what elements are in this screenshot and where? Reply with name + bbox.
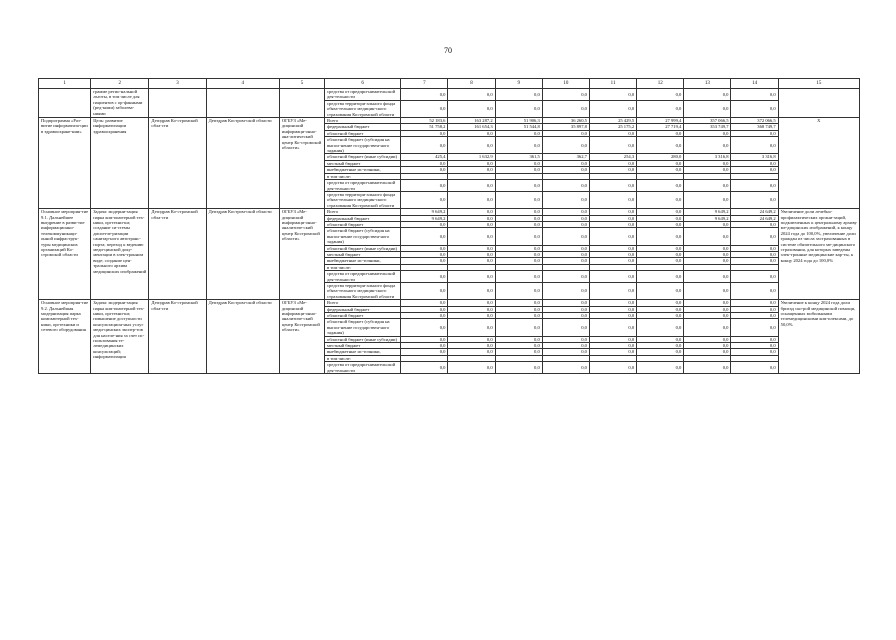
value-cell: 0,0: [589, 306, 636, 312]
value-cell: 0,0: [589, 319, 636, 336]
value-cell: 0,0: [731, 89, 778, 101]
value-cell: 0,0: [495, 180, 542, 192]
result-cell: [778, 89, 859, 118]
value-cell: 0,0: [731, 258, 778, 264]
expected-result: Увеличение доли лечебно-профилактических органи-заций, подключенных к центральному архиву ме-дицинских изображений, к концу 2024 года до 100,0%, увеличение доли граждан из числа застрахованных в системе обязательного ме-дицинского страхования, для которых заведены элек-тронные медицинские кар-ты, к концу 2024 года до 100,0%: [778, 209, 859, 300]
value-cell: 0,0: [589, 258, 636, 264]
value-cell: 0,0: [542, 215, 589, 221]
funding-source-label: средства от предпри-нимательской дея-тельности: [325, 180, 401, 192]
value-cell: 0,0: [589, 221, 636, 227]
value-cell: 0,0: [637, 349, 684, 355]
value-cell: 0,0: [448, 319, 495, 336]
funding-source-label: местный бюджет: [325, 343, 401, 349]
value-cell: 0,0: [637, 300, 684, 306]
value-cell: 0,0: [731, 137, 778, 154]
value-cell: 0,0: [637, 258, 684, 264]
value-cell: 0,0: [589, 137, 636, 154]
value-cell: 0,0: [448, 191, 495, 208]
value-cell: 0,0: [637, 137, 684, 154]
value-cell: 0,0: [495, 362, 542, 374]
value-cell: 0,0: [448, 271, 495, 283]
value-cell: 0,0: [448, 283, 495, 300]
value-cell: 0,0: [542, 336, 589, 342]
responsible-executor: Депздрав Ко-стромской обла-сти: [149, 118, 206, 209]
value-cell: 0,0: [401, 180, 448, 192]
value-cell: 0,0: [589, 251, 636, 257]
program-name: Основное мероприя-тие 9.2. Дальнейшая модернизация парка компьютерной тех-ники, оргтехники и сетевого оборудования: [39, 300, 91, 374]
funding-source-label: в том числе:: [325, 355, 401, 361]
value-cell: 0,0: [495, 215, 542, 221]
value-cell: 0,0: [448, 362, 495, 374]
value-cell: 27 719,4: [637, 124, 684, 130]
value-cell: 0,0: [401, 137, 448, 154]
column-header: 6: [325, 79, 401, 89]
value-cell: 0,0: [542, 167, 589, 173]
value-cell: 0,0: [542, 306, 589, 312]
value-cell: 1 632,9: [448, 154, 495, 160]
value-cell: 0,0: [731, 167, 778, 173]
value-cell: 372 066,5: [731, 118, 778, 124]
col1-cell: [39, 89, 91, 118]
value-cell: 0,0: [731, 306, 778, 312]
coexecutor: Депздрав Костром-ской области: [206, 300, 279, 374]
funding-source-label: местный бюджет: [325, 251, 401, 257]
funding-source-label: областной бюджет (иные субсидии): [325, 336, 401, 342]
value-cell: 0,0: [589, 130, 636, 136]
value-cell: 36 260,5: [542, 118, 589, 124]
funding-source-label: в том числе:: [325, 264, 401, 270]
column-header: 1: [39, 79, 91, 89]
funding-source-label: средства от предпри-нимательской дея-тельности: [325, 271, 401, 283]
value-cell: 0,0: [401, 100, 448, 117]
task-description: грамме регио-нальной льготы, в том числе для пациентов с ор-фанными (ред-кими) заболева-ниями: [91, 89, 149, 118]
funding-source-label: местный бюджет: [325, 160, 401, 166]
participant: ОГБУЗ «Ме-дицинский информаци-онно-ана-литический центр Ко-стромской области»: [279, 118, 324, 209]
value-cell: 0,0: [495, 100, 542, 117]
budget-table: [38, 78, 860, 374]
value-cell: 0,0: [495, 209, 542, 215]
value-cell: 0,0: [731, 300, 778, 306]
funding-source-label: федеральный бюджет: [325, 306, 401, 312]
value-cell: 51 906,3: [495, 118, 542, 124]
funding-source-label: областной бюджет (субсидия на выпол-нение государствен-ного задания): [325, 319, 401, 336]
value-cell: 9 649,2: [684, 209, 731, 215]
value-cell: 0,0: [589, 160, 636, 166]
col5-cell: [279, 89, 324, 118]
value-cell: 24 649,2: [731, 209, 778, 215]
table-body: [39, 79, 860, 374]
value-cell: 0,0: [731, 313, 778, 319]
responsible-executor: Депздрав Ко-стромской обла-сти: [149, 300, 206, 374]
value-cell: 0,0: [684, 362, 731, 374]
value-cell: 0,0: [401, 336, 448, 342]
value-cell: 0,0: [401, 271, 448, 283]
value-cell: 0,0: [448, 336, 495, 342]
value-cell: 0,0: [401, 343, 448, 349]
value-cell: 0,0: [637, 271, 684, 283]
value-cell: 0,0: [495, 343, 542, 349]
value-cell: 0,0: [637, 245, 684, 251]
funding-source-label: федеральный бюджет: [325, 215, 401, 221]
funding-source-label: Всего: [325, 209, 401, 215]
value-cell: 353 749,7: [684, 124, 731, 130]
value-cell: 0,0: [448, 306, 495, 312]
value-cell: 0,0: [542, 191, 589, 208]
value-cell: 0,0: [401, 221, 448, 227]
value-cell: 0,0: [448, 313, 495, 319]
value-cell: 0,0: [448, 343, 495, 349]
value-cell: 0,0: [448, 228, 495, 245]
value-cell: 0,0: [684, 137, 731, 154]
value-cell: 0,0: [637, 160, 684, 166]
value-cell: 0,0: [542, 283, 589, 300]
column-header: 10: [542, 79, 589, 89]
value-cell: 0,0: [542, 258, 589, 264]
value-cell: 25 429,5: [589, 118, 636, 124]
value-cell: 0,0: [401, 130, 448, 136]
value-cell: 0,0: [731, 251, 778, 257]
header-row: [39, 79, 860, 89]
value-cell: 368 749,7: [731, 124, 778, 130]
value-cell: 0,0: [589, 245, 636, 251]
value-cell: 0,0: [684, 283, 731, 300]
value-cell: 0,0: [731, 343, 778, 349]
coexecutor: Депздрав Костром-ской области: [206, 209, 279, 300]
value-cell: 24 649,2: [731, 215, 778, 221]
value-cell: 161 654,3: [448, 124, 495, 130]
value-cell: 0,0: [589, 336, 636, 342]
value-cell: 0,0: [637, 336, 684, 342]
table-row: [39, 89, 860, 101]
value-cell: 0,0: [495, 336, 542, 342]
value-cell: 0,0: [637, 180, 684, 192]
value-cell: 357 066,5: [684, 118, 731, 124]
column-header: 5: [279, 79, 324, 89]
funding-source-label: средства от предпри-нимательской дея-тельности: [325, 89, 401, 101]
value-cell: 0,0: [731, 221, 778, 227]
task-description: Задача: модерни-зация парка ком-пьютерной тех-ники, оргтехни-ки; повышение доступности консультацион-ных услуг меди-цинских экспер-тов для населе-ния за счет ис-пользования те-лемедицинских консультаций; информатизация: [91, 300, 149, 374]
value-cell: 0,0: [401, 349, 448, 355]
value-cell: 0,0: [637, 130, 684, 136]
col3-cell: [149, 89, 206, 118]
value-cell: 0,0: [542, 343, 589, 349]
value-cell: 0,0: [684, 313, 731, 319]
column-header: 7: [401, 79, 448, 89]
value-cell: 0,0: [495, 245, 542, 251]
value-cell: 0,0: [637, 343, 684, 349]
value-cell: 0,0: [637, 362, 684, 374]
value-cell: 0,0: [401, 283, 448, 300]
value-cell: 0,0: [542, 221, 589, 227]
program-name: Подпрограмма «Раз-витие информатиза-ции в здравоохране-нии»: [39, 118, 91, 209]
value-cell: 0,0: [495, 221, 542, 227]
value-cell: 0,0: [684, 130, 731, 136]
coexecutor: Депздрав Костром-ской области: [206, 118, 279, 209]
funding-source-label: областной бюджет (иные субсидии): [325, 245, 401, 251]
value-cell: 0,0: [589, 215, 636, 221]
value-cell: 51 544,8: [495, 124, 542, 130]
value-cell: 0,0: [495, 228, 542, 245]
value-cell: 0,0: [637, 228, 684, 245]
value-cell: 0,0: [731, 228, 778, 245]
value-cell: 0,0: [731, 180, 778, 192]
value-cell: 0,0: [731, 191, 778, 208]
value-cell: 0,0: [401, 258, 448, 264]
value-cell: 0,0: [589, 313, 636, 319]
value-cell: 0,0: [401, 160, 448, 166]
value-cell: 52 183,6: [401, 118, 448, 124]
value-cell: 0,0: [731, 160, 778, 166]
value-cell: 0,0: [589, 362, 636, 374]
value-cell: 0,0: [401, 245, 448, 251]
value-cell: 0,0: [542, 300, 589, 306]
value-cell: 0,0: [542, 180, 589, 192]
value-cell: 0,0: [495, 191, 542, 208]
value-cell: 9 649,2: [401, 215, 448, 221]
value-cell: 0,0: [401, 362, 448, 374]
value-cell: 0,0: [684, 306, 731, 312]
value-cell: 0,0: [495, 319, 542, 336]
expected-result: Увеличение к концу 2024 года доли бригад ско-рой медицинской помощи, оснащенных мобильными телемедицинскими ком-плексами, до 50,0%: [778, 300, 859, 374]
value-cell: 0,0: [589, 100, 636, 117]
funding-source-label: областной бюджет (субсидия на выпол-нение государствен-ного задания): [325, 228, 401, 245]
value-cell: 0,0: [448, 221, 495, 227]
value-cell: 361,5: [495, 154, 542, 160]
funding-source-label: областной бюджет (субсидия на выпол-нение государствен-ного задания): [325, 137, 401, 154]
value-cell: 0,0: [542, 271, 589, 283]
column-header: 4: [206, 79, 279, 89]
value-cell: 0,0: [448, 349, 495, 355]
value-cell: 0,0: [684, 167, 731, 173]
value-cell: 0,0: [637, 191, 684, 208]
value-cell: 0,0: [495, 300, 542, 306]
funding-source-label: областной бюджет: [325, 313, 401, 319]
value-cell: 0,0: [684, 300, 731, 306]
value-cell: 0,0: [637, 100, 684, 117]
value-cell: 0,0: [495, 89, 542, 101]
value-cell: 0,0: [448, 100, 495, 117]
value-cell: 9 649,2: [401, 209, 448, 215]
value-cell: 0,0: [731, 271, 778, 283]
expected-result: X: [778, 118, 859, 209]
page-number: 70: [444, 46, 452, 55]
value-cell: 0,0: [401, 228, 448, 245]
value-cell: 0,0: [401, 300, 448, 306]
value-cell: 0,0: [684, 191, 731, 208]
value-cell: 0,0: [589, 343, 636, 349]
value-cell: 0,0: [542, 89, 589, 101]
task-description: Задача: модерни-зация парка ком-пьютерной тех-ники, оргтехни-ки; создание си-стемы диспетче-ризации санитар-ного автотранс-порта; переход к ведению меди-цинской доку-ментации в элек-тронном виде; создание цен-трального архива медицинских изображений: [91, 209, 149, 300]
funding-source-label: областной бюджет (иные субсидии): [325, 154, 401, 160]
value-cell: 0,0: [448, 258, 495, 264]
value-cell: 0,0: [401, 251, 448, 257]
value-cell: 0,0: [542, 349, 589, 355]
value-cell: 0,0: [684, 221, 731, 227]
value-cell: 0,0: [684, 271, 731, 283]
value-cell: 0,0: [495, 258, 542, 264]
program-name: Основное мероприя-тие 9.1. Дальнейшее внедрение в разви-тие информационно-телекоммуникаци-онной инфраструк-туры медицинских организаций Ко-стромской области: [39, 209, 91, 300]
value-cell: 0,0: [495, 130, 542, 136]
value-cell: 254,3: [589, 154, 636, 160]
value-cell: 35 897,8: [542, 124, 589, 130]
value-cell: 0,0: [495, 283, 542, 300]
value-cell: 0,0: [684, 251, 731, 257]
value-cell: 0,0: [448, 89, 495, 101]
value-cell: 0,0: [495, 306, 542, 312]
funding-source-label: Всего: [325, 118, 401, 124]
value-cell: 0,0: [495, 137, 542, 154]
value-cell: 0,0: [448, 215, 495, 221]
value-cell: 0,0: [542, 160, 589, 166]
funding-source-label: средства территори-ального фонда обяза-тельного медицин-ского страхования Костромской области: [325, 283, 401, 300]
value-cell: 0,0: [401, 167, 448, 173]
value-cell: 0,0: [589, 271, 636, 283]
value-cell: 0,0: [684, 343, 731, 349]
value-cell: 362,7: [542, 154, 589, 160]
value-cell: 0,0: [542, 228, 589, 245]
column-header: 2: [91, 79, 149, 89]
value-cell: 0,0: [589, 167, 636, 173]
value-cell: 0,0: [684, 258, 731, 264]
value-cell: 0,0: [448, 137, 495, 154]
value-cell: 0,0: [637, 215, 684, 221]
value-cell: 425,4: [401, 154, 448, 160]
value-cell: 0,0: [684, 349, 731, 355]
value-cell: 51 758,2: [401, 124, 448, 130]
value-cell: 0,0: [589, 180, 636, 192]
value-cell: 0,0: [731, 245, 778, 251]
value-cell: 0,0: [542, 137, 589, 154]
value-cell: 0,0: [542, 245, 589, 251]
value-cell: 0,0: [589, 191, 636, 208]
funding-source-label: средства территори-ального фонда обяза-тельного медицин-ского страхования Костромской области: [325, 100, 401, 117]
value-cell: 0,0: [495, 349, 542, 355]
value-cell: 0,0: [637, 306, 684, 312]
funding-source-label: Всего: [325, 300, 401, 306]
value-cell: 3 316,8: [731, 154, 778, 160]
value-cell: 0,0: [542, 209, 589, 215]
value-cell: 0,0: [542, 319, 589, 336]
value-cell: 0,0: [542, 130, 589, 136]
value-cell: 0,0: [448, 130, 495, 136]
value-cell: 3 316,8: [684, 154, 731, 160]
column-header: 9: [495, 79, 542, 89]
value-cell: 0,0: [401, 89, 448, 101]
col4-cell: [206, 89, 279, 118]
value-cell: 0,0: [637, 251, 684, 257]
value-cell: 0,0: [731, 319, 778, 336]
value-cell: 9 649,2: [684, 215, 731, 221]
value-cell: 0,0: [684, 228, 731, 245]
column-header: 3: [149, 79, 206, 89]
column-header: 8: [448, 79, 495, 89]
value-cell: 0,0: [589, 349, 636, 355]
funding-source-label: внебюджетные ис-точники,: [325, 349, 401, 355]
value-cell: 0,0: [731, 100, 778, 117]
funding-source-label: в том числе:: [325, 173, 401, 179]
value-cell: 0,0: [637, 89, 684, 101]
value-cell: 0,0: [589, 228, 636, 245]
value-cell: 0,0: [448, 180, 495, 192]
value-cell: 280,0: [637, 154, 684, 160]
funding-source-label: средства от предпри-нимательской дея-тельности: [325, 362, 401, 374]
value-cell: 0,0: [637, 209, 684, 215]
value-cell: 0,0: [589, 283, 636, 300]
funding-source-label: федеральный бюджет: [325, 124, 401, 130]
value-cell: 0,0: [495, 251, 542, 257]
value-cell: 0,0: [684, 319, 731, 336]
value-cell: 0,0: [589, 209, 636, 215]
value-cell: 25 175,2: [589, 124, 636, 130]
value-cell: 0,0: [542, 313, 589, 319]
value-cell: 0,0: [542, 362, 589, 374]
value-cell: 0,0: [731, 349, 778, 355]
participant: ОГБУЗ «Ме-дицинский информаци-онно-аналитиче-ский центр Костромской области»: [279, 209, 324, 300]
value-cell: 0,0: [448, 245, 495, 251]
value-cell: 0,0: [731, 130, 778, 136]
value-cell: 0,0: [684, 160, 731, 166]
funding-source-label: областной бюджет: [325, 130, 401, 136]
column-header: 14: [731, 79, 778, 89]
column-header: 11: [589, 79, 636, 89]
value-cell: 0,0: [401, 306, 448, 312]
value-cell: 163 287,2: [448, 118, 495, 124]
column-header: 15: [778, 79, 859, 89]
value-cell: 27 999,4: [637, 118, 684, 124]
value-cell: 0,0: [731, 283, 778, 300]
funding-source-label: областной бюджет: [325, 221, 401, 227]
value-cell: 0,0: [495, 313, 542, 319]
value-cell: 0,0: [495, 271, 542, 283]
value-cell: 0,0: [589, 300, 636, 306]
value-cell: 0,0: [637, 221, 684, 227]
funding-source-label: внебюджетные ис-точники,: [325, 167, 401, 173]
value-cell: 0,0: [401, 313, 448, 319]
value-cell: 0,0: [684, 100, 731, 117]
responsible-executor: Депздрав Ко-стромской обла-сти: [149, 209, 206, 300]
value-cell: 0,0: [401, 319, 448, 336]
value-cell: 0,0: [448, 209, 495, 215]
value-cell: 0,0: [542, 251, 589, 257]
value-cell: 0,0: [448, 160, 495, 166]
value-cell: 0,0: [637, 167, 684, 173]
value-cell: 0,0: [637, 313, 684, 319]
funding-source-label: внебюджетные ис-точники,: [325, 258, 401, 264]
column-header: 13: [684, 79, 731, 89]
value-cell: 0,0: [684, 245, 731, 251]
value-cell: 0,0: [731, 362, 778, 374]
value-cell: 0,0: [589, 89, 636, 101]
value-cell: 0,0: [637, 319, 684, 336]
value-cell: 0,0: [637, 283, 684, 300]
value-cell: 0,0: [448, 167, 495, 173]
value-cell: 0,0: [684, 336, 731, 342]
funding-source-label: средства территори-ального фонда обяза-тельного медицин-ского страхования Костромской области: [325, 191, 401, 208]
value-cell: 0,0: [542, 100, 589, 117]
value-cell: 0,0: [731, 336, 778, 342]
task-description: Цель: развитие информатизации здравоохранения: [91, 118, 149, 209]
value-cell: 0,0: [448, 300, 495, 306]
value-cell: 0,0: [448, 251, 495, 257]
value-cell: 0,0: [495, 167, 542, 173]
value-cell: 0,0: [684, 180, 731, 192]
value-cell: 0,0: [684, 89, 731, 101]
value-cell: 0,0: [495, 160, 542, 166]
column-header: 12: [637, 79, 684, 89]
participant: ОГБУЗ «Ме-дицинский информаци-онно-аналитиче-ский центр Костромской области»: [279, 300, 324, 374]
value-cell: 0,0: [401, 191, 448, 208]
